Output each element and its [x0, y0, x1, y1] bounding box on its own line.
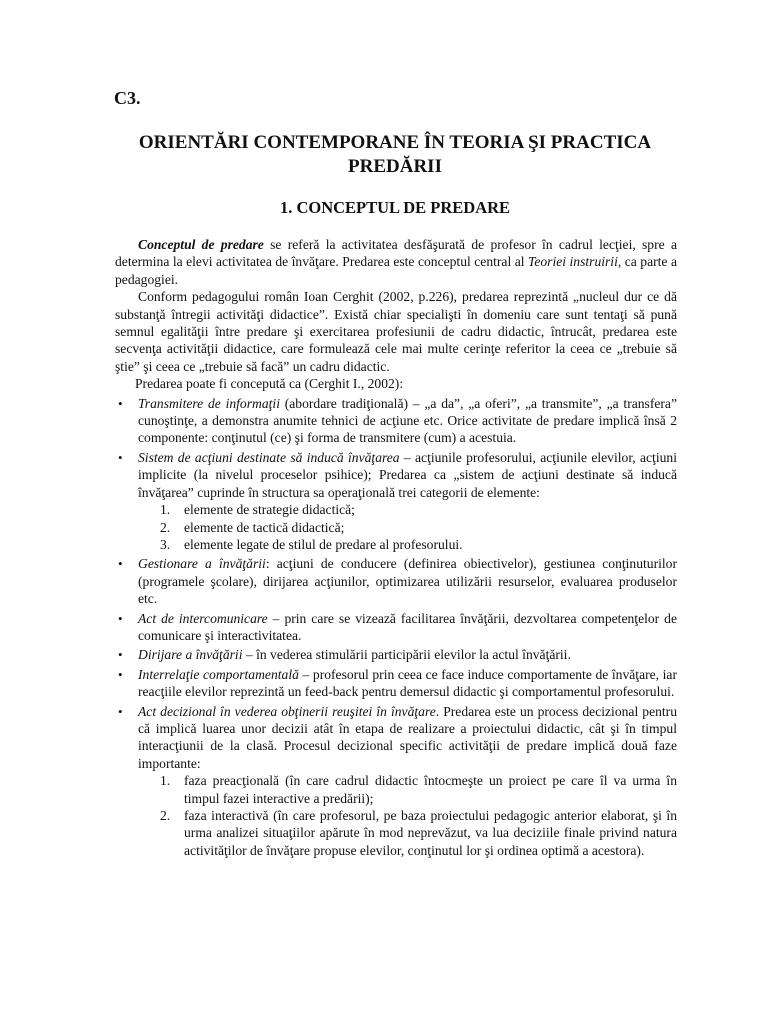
list-item-text: – profesorul prin ceea ce face induce comportamente de învăţare, iar reacţiile elevilor reprezintă un feed-back pentru demersul didactic şi comportamentul profesorului.	[138, 666, 677, 700]
teoriei-instruirii-term: Teoriei instruirii	[528, 254, 618, 270]
list-item-term: Dirijare a învăţării	[138, 647, 243, 663]
list-item	[115, 555, 677, 607]
sub-list-item	[160, 772, 677, 807]
intro-paragraph-1	[115, 236, 677, 288]
list-item-text: – prin care se vizează facilitarea învăţării, dezvoltarea competenţelor de comunicare şi interactivitatea.	[138, 610, 677, 643]
intro-paragraph-3: Predarea poate fi concepută ca (Cerghit I., 2002):	[135, 376, 404, 392]
sub-list-text: elemente de strategie didactică;	[184, 502, 355, 518]
list-item-text: : acţiuni de conducere (definirea obiectivelor), gestiunea conţinuturilor (programele şcolare), dirijarea acţiunilor, optimizarea utilizării resurselor, evaluarea produselor etc.	[138, 556, 678, 607]
term-conceptul-de-predare: Conceptul de predare	[138, 237, 264, 252]
bullet-icon: •	[118, 395, 123, 411]
list-item-text: . Predarea este un process decizional pentru că implică luarea unor decizii atât în etapa de realizare a proiectului didactic, cât şi în timpul interacţiunii de la clasă. Procesul decizional specific activităţii de predare implică două faze importante:	[138, 703, 678, 771]
sub-list-text: elemente legate de stilul de predare al profesorului.	[184, 536, 463, 552]
chapter-title: ORIENTĂRI CONTEMPORANE ÎN TEORIA ŞI PRACTICA PREDĂRII	[138, 132, 652, 177]
sub-list	[138, 501, 677, 553]
sub-list-item	[160, 807, 677, 859]
document-body	[115, 236, 677, 861]
bullet-icon: •	[118, 666, 123, 682]
list-item	[115, 395, 677, 447]
list-item	[115, 610, 677, 645]
list-item-term: Sistem de acţiuni destinate să inducă învăţarea	[138, 449, 400, 465]
bullet-icon: •	[118, 647, 123, 663]
list-item-term: Act decizional în vederea obţinerii reuşitei în învăţare	[138, 703, 436, 719]
sub-list-number: 3.	[160, 536, 171, 552]
sub-list-number: 2.	[160, 808, 171, 823]
sub-list-text: faza preacţională (în care cadrul didactic întocmeşte un proiect pe care îl va urma în timpul fazei interactive a predării);	[184, 773, 677, 806]
list-item-text: (abordare tradiţională) – „a da”, „a oferi”, „a transmite”, „a transfera” cunoştinţe, a demonstra anumite tehnici de acţiune etc. Orice activitate de predare implică însă 2 componente: conţinutul (ce) şi forma de transmitere (cum) a acestuia.	[138, 395, 677, 446]
sub-list-item	[160, 519, 677, 536]
sub-list-number: 2.	[160, 519, 171, 535]
list-item	[115, 703, 677, 860]
section-heading: 1. CONCEPTUL DE PREDARE	[279, 198, 511, 217]
chapter-code: C3.	[114, 88, 141, 108]
bullet-icon: •	[118, 556, 123, 572]
intro-text: se referă la activitatea desfăşurată de profesor în cadrul lecţiei, spre a determina la elevi activitatea de învăţare. Predarea este conceptul central al	[115, 237, 677, 270]
list-item-term: Act de intercomunicare	[138, 610, 268, 626]
intro-paragraph-2: Conform pedagogului român Ioan Cerghit (2002, p.226), predarea reprezintă „nucleul dur ce dă substanţă întregii activităţi didactice”. Există chiar specialişti în domeniu care sunt tentaţi să pună semnul egalităţii între predare şi exercitarea profesiunii de cadru didactic, întrucât, predarea este secvenţa activităţii didactice, care formulează cele mai multe cerinţe referitor la ceea ce „trebuie să ştie” şi ceea ce „trebuie să facă” un cadru didactic.	[115, 289, 677, 374]
list-item-text: – în vederea stimulării participării elevilor la actul învăţării.	[242, 647, 571, 663]
list-item-term: Interrelaţie comportamentală	[138, 666, 299, 682]
bullet-icon: •	[118, 449, 123, 465]
bullet-icon: •	[118, 703, 123, 719]
list-item	[115, 646, 677, 663]
list-item	[115, 666, 677, 701]
list-item	[115, 449, 677, 553]
sub-list	[138, 772, 677, 859]
intro-text-end: , ca parte a pedagogiei.	[115, 254, 677, 287]
list-item-text: – acţiunile profesorului, acţiunile elevilor, acţiuni implicite (la nivelul proceselor psihice); Predarea ca „sistem de acţiuni destinate să inducă învăţarea” cuprinde în structura sa operaţională trei categorii de elemente:	[138, 449, 677, 500]
sub-list-number: 1.	[160, 773, 171, 789]
definitions-list	[115, 395, 677, 860]
sub-list-number: 1.	[160, 502, 171, 518]
sub-list-item	[160, 501, 677, 518]
list-item-term: Gestionare a învăţării	[138, 556, 266, 572]
list-item-term: Transmitere de informaţii	[138, 395, 280, 411]
sub-list-item	[160, 536, 677, 553]
bullet-icon: •	[118, 610, 123, 626]
sub-list-text: faza interactivă (în care profesorul, pe baza proiectului pedagogic anterior elaborat, şi în urma analizei situaţiilor apărute în mod neprevăzut, va lua deciziile finale privind natura activităţilor de învăţare propuse elevilor, conţinutul lor şi ordinea optimă a acestora).	[184, 808, 677, 858]
sub-list-text: elemente de tactică didactică;	[184, 519, 345, 535]
